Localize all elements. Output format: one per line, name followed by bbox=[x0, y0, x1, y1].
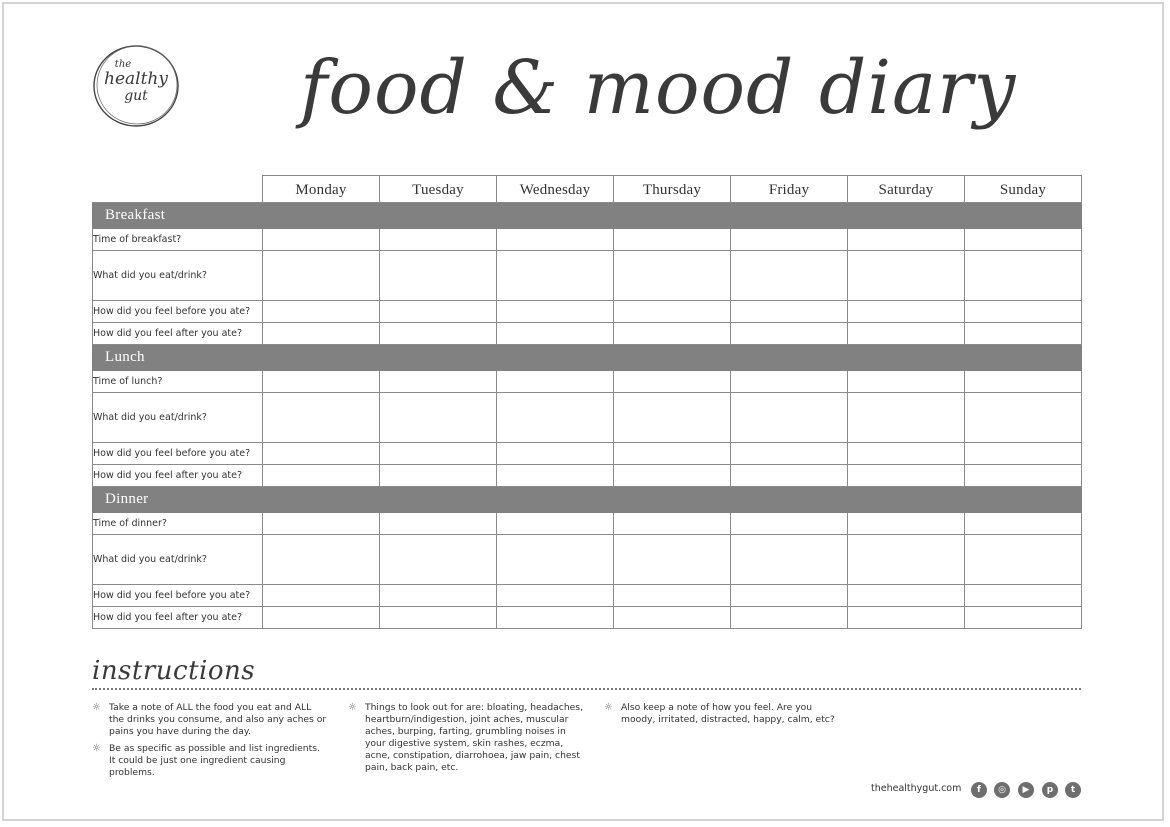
question-row bbox=[93, 393, 1082, 443]
entry-cell[interactable] bbox=[848, 301, 965, 323]
entry-cell[interactable] bbox=[497, 535, 614, 585]
entry-cell[interactable] bbox=[497, 323, 614, 345]
youtube-icon[interactable]: ▶ bbox=[1018, 782, 1034, 798]
day-header-tuesday: Tuesday bbox=[380, 176, 497, 203]
instructions-heading: instructions bbox=[92, 656, 256, 686]
entry-cell[interactable] bbox=[731, 229, 848, 251]
sun-icon: ☼ bbox=[604, 702, 613, 713]
logo-text-healthy: healthy bbox=[104, 69, 168, 89]
question-row bbox=[93, 513, 1082, 535]
entry-cell[interactable] bbox=[497, 585, 614, 607]
question-label: How did you feel before you ate? bbox=[93, 585, 263, 607]
entry-cell[interactable] bbox=[614, 301, 731, 323]
entry-cell[interactable] bbox=[614, 393, 731, 443]
sun-icon: ☼ bbox=[92, 743, 101, 754]
instructions-column-1 bbox=[92, 702, 328, 784]
entry-cell[interactable] bbox=[731, 251, 848, 301]
entry-cell[interactable] bbox=[848, 535, 965, 585]
entry-cell[interactable] bbox=[848, 585, 965, 607]
entry-cell[interactable] bbox=[965, 251, 1082, 301]
instruction-text: Things to look out for are: bloating, headaches, heartburn/indigestion, joint aches, muscular aches, burping, farting, grumbling noises in your digestive system, skin rashes, eczma, acne, constipation, diarrohoea, jaw pain, chest pain, back pain, etc. bbox=[365, 702, 584, 773]
entry-cell[interactable] bbox=[848, 251, 965, 301]
day-header-row bbox=[93, 176, 1082, 203]
entry-cell[interactable] bbox=[380, 607, 497, 629]
entry-cell[interactable] bbox=[848, 443, 965, 465]
question-label: What did you eat/drink? bbox=[93, 535, 263, 585]
entry-cell[interactable] bbox=[497, 443, 614, 465]
entry-cell[interactable] bbox=[848, 607, 965, 629]
entry-cell[interactable] bbox=[965, 607, 1082, 629]
website-link[interactable]: thehealthygut.com bbox=[871, 783, 962, 794]
instruction-text: Be as specific as possible and list ingredients. It could be just one ingredient causing problems. bbox=[109, 743, 320, 778]
entry-cell[interactable] bbox=[380, 371, 497, 393]
entry-cell[interactable] bbox=[380, 535, 497, 585]
instruction-item bbox=[348, 702, 584, 774]
entry-cell[interactable] bbox=[731, 465, 848, 487]
question-row bbox=[93, 301, 1082, 323]
instruction-item bbox=[604, 702, 840, 726]
header-blank-cell bbox=[93, 176, 263, 203]
entry-cell[interactable] bbox=[614, 251, 731, 301]
entry-cell[interactable] bbox=[848, 229, 965, 251]
entry-cell[interactable] bbox=[263, 393, 380, 443]
entry-cell[interactable] bbox=[380, 323, 497, 345]
entry-cell[interactable] bbox=[614, 465, 731, 487]
entry-cell[interactable] bbox=[614, 607, 731, 629]
question-label: Time of lunch? bbox=[93, 371, 263, 393]
day-header-monday: Monday bbox=[263, 176, 380, 203]
entry-cell[interactable] bbox=[380, 513, 497, 535]
entry-cell[interactable] bbox=[263, 465, 380, 487]
question-row bbox=[93, 607, 1082, 629]
instagram-icon[interactable]: ◎ bbox=[994, 782, 1010, 798]
entry-cell[interactable] bbox=[263, 323, 380, 345]
entry-cell[interactable] bbox=[263, 301, 380, 323]
entry-cell[interactable] bbox=[965, 229, 1082, 251]
entry-cell[interactable] bbox=[848, 371, 965, 393]
entry-cell[interactable] bbox=[380, 251, 497, 301]
entry-cell[interactable] bbox=[965, 535, 1082, 585]
page-title: food & mood diary bbox=[300, 45, 1017, 131]
day-header-thursday: Thursday bbox=[614, 176, 731, 203]
entry-cell[interactable] bbox=[497, 393, 614, 443]
entry-cell[interactable] bbox=[497, 301, 614, 323]
entry-cell[interactable] bbox=[965, 465, 1082, 487]
entry-cell[interactable] bbox=[848, 323, 965, 345]
logo bbox=[91, 43, 181, 129]
twitter-icon[interactable]: t bbox=[1065, 782, 1081, 798]
entry-cell[interactable] bbox=[965, 371, 1082, 393]
entry-cell[interactable] bbox=[380, 585, 497, 607]
entry-cell[interactable] bbox=[263, 371, 380, 393]
day-header-sunday: Sunday bbox=[965, 176, 1082, 203]
question-row bbox=[93, 585, 1082, 607]
entry-cell[interactable] bbox=[731, 323, 848, 345]
question-label: What did you eat/drink? bbox=[93, 393, 263, 443]
entry-cell[interactable] bbox=[731, 443, 848, 465]
question-row bbox=[93, 535, 1082, 585]
entry-cell[interactable] bbox=[497, 251, 614, 301]
question-label: How did you feel after you ate? bbox=[93, 323, 263, 345]
entry-cell[interactable] bbox=[614, 513, 731, 535]
entry-cell[interactable] bbox=[497, 229, 614, 251]
meal-section-row bbox=[93, 487, 1082, 513]
pinterest-icon[interactable]: p bbox=[1042, 782, 1058, 798]
entry-cell[interactable] bbox=[731, 393, 848, 443]
meal-section-row bbox=[93, 203, 1082, 229]
entry-cell[interactable] bbox=[263, 585, 380, 607]
entry-cell[interactable] bbox=[263, 513, 380, 535]
entry-cell[interactable] bbox=[965, 513, 1082, 535]
meal-section-title: Lunch bbox=[93, 345, 1082, 371]
logo-text-the: the bbox=[114, 59, 132, 70]
question-label: How did you feel before you ate? bbox=[93, 301, 263, 323]
question-row bbox=[93, 251, 1082, 301]
day-header-friday: Friday bbox=[731, 176, 848, 203]
entry-cell[interactable] bbox=[614, 443, 731, 465]
entry-cell[interactable] bbox=[497, 513, 614, 535]
entry-cell[interactable] bbox=[263, 443, 380, 465]
entry-cell[interactable] bbox=[263, 251, 380, 301]
entry-cell[interactable] bbox=[497, 465, 614, 487]
entry-cell[interactable] bbox=[380, 465, 497, 487]
question-row bbox=[93, 371, 1082, 393]
instruction-text: Take a note of ALL the food you eat and ALL the drinks you consume, and also any aches or pains you have during the day. bbox=[109, 702, 327, 737]
entry-cell[interactable] bbox=[380, 393, 497, 443]
entry-cell[interactable] bbox=[263, 607, 380, 629]
question-label: How did you feel after you ate? bbox=[93, 465, 263, 487]
facebook-icon[interactable]: f bbox=[971, 782, 987, 798]
entry-cell[interactable] bbox=[614, 323, 731, 345]
entry-cell[interactable] bbox=[731, 607, 848, 629]
question-row bbox=[93, 323, 1082, 345]
day-header-saturday: Saturday bbox=[848, 176, 965, 203]
entry-cell[interactable] bbox=[380, 301, 497, 323]
entry-cell[interactable] bbox=[497, 607, 614, 629]
sun-icon: ☼ bbox=[92, 702, 101, 713]
instructions-column-3 bbox=[604, 702, 840, 731]
entry-cell[interactable] bbox=[965, 443, 1082, 465]
entry-cell[interactable] bbox=[965, 323, 1082, 345]
entry-cell[interactable] bbox=[263, 535, 380, 585]
entry-cell[interactable] bbox=[848, 393, 965, 443]
diary-table bbox=[92, 175, 1082, 629]
question-label: What did you eat/drink? bbox=[93, 251, 263, 301]
meal-section-row bbox=[93, 345, 1082, 371]
question-row bbox=[93, 443, 1082, 465]
entry-cell[interactable] bbox=[731, 301, 848, 323]
entry-cell[interactable] bbox=[965, 301, 1082, 323]
day-header-wednesday: Wednesday bbox=[497, 176, 614, 203]
entry-cell[interactable] bbox=[614, 229, 731, 251]
entry-cell[interactable] bbox=[614, 371, 731, 393]
entry-cell[interactable] bbox=[497, 371, 614, 393]
logo-text-gut: gut bbox=[124, 88, 148, 104]
instruction-item bbox=[92, 743, 328, 779]
entry-cell[interactable] bbox=[731, 585, 848, 607]
entry-cell[interactable] bbox=[731, 535, 848, 585]
instructions-divider bbox=[92, 688, 1081, 690]
entry-cell[interactable] bbox=[614, 585, 731, 607]
instruction-text: Also keep a note of how you feel. Are you moody, irritated, distracted, happy, calm, etc? bbox=[621, 702, 835, 725]
question-label: How did you feel after you ate? bbox=[93, 607, 263, 629]
meal-section-title: Dinner bbox=[93, 487, 1082, 513]
entry-cell[interactable] bbox=[731, 371, 848, 393]
entry-cell[interactable] bbox=[263, 229, 380, 251]
question-label: Time of dinner? bbox=[93, 513, 263, 535]
entry-cell[interactable] bbox=[848, 465, 965, 487]
entry-cell[interactable] bbox=[731, 513, 848, 535]
instruction-item bbox=[92, 702, 328, 738]
question-label: How did you feel before you ate? bbox=[93, 443, 263, 465]
entry-cell[interactable] bbox=[965, 585, 1082, 607]
entry-cell[interactable] bbox=[848, 513, 965, 535]
question-row bbox=[93, 465, 1082, 487]
sun-icon: ☼ bbox=[348, 702, 357, 713]
meal-section-title: Breakfast bbox=[93, 203, 1082, 229]
question-label: Time of breakfast? bbox=[93, 229, 263, 251]
question-row bbox=[93, 229, 1082, 251]
instructions-column-2 bbox=[348, 702, 584, 779]
entry-cell[interactable] bbox=[380, 229, 497, 251]
entry-cell[interactable] bbox=[965, 393, 1082, 443]
entry-cell[interactable] bbox=[380, 443, 497, 465]
entry-cell[interactable] bbox=[614, 535, 731, 585]
